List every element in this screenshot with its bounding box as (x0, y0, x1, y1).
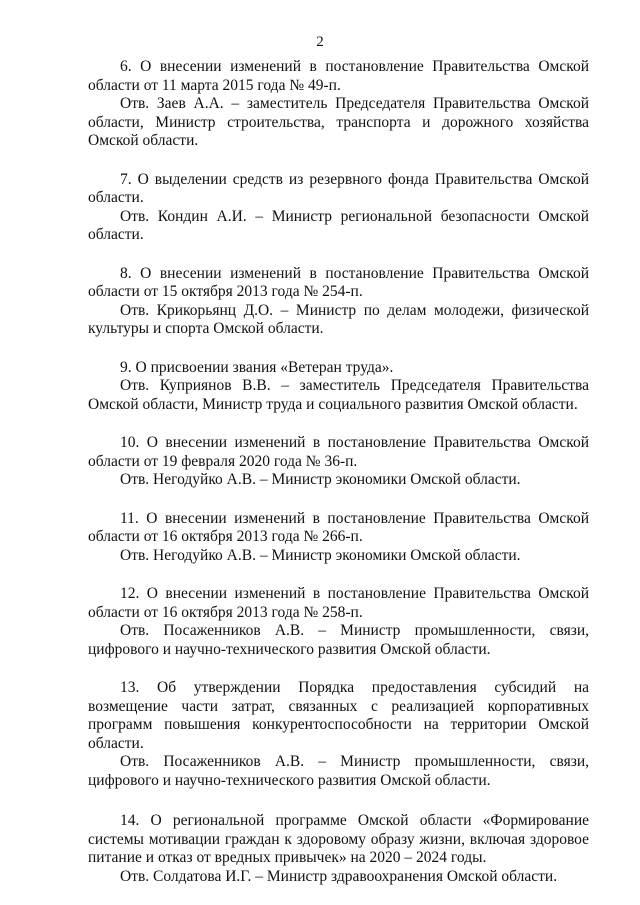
agenda-item-10 (88, 434, 589, 490)
agenda-item-title: 9. О присвоении звания «Ветеран труда». (120, 358, 394, 376)
agenda-item-title: 11. О внесении изменений в постановление Правительства Омской области от 16 октября 2013 года № 266-п. (88, 509, 589, 545)
agenda-item-title: 7. О выделении средств из резервного фонда Правительства Омской области. (88, 170, 589, 206)
agenda-item-responsible: Отв. Крикорьянц Д.О. – Министр по делам молодежи, физической культуры и спорта Омской области. (88, 301, 589, 337)
agenda-item-responsible: Отв. Негодуйко А.В. – Министр экономики Омской области. (120, 546, 521, 564)
agenda-list (88, 58, 589, 904)
agenda-item-responsible: Отв. Кондин А.И. – Министр региональной безопасности Омской области. (88, 207, 589, 243)
agenda-item-13 (88, 679, 589, 790)
agenda-item-responsible: Отв. Солдатова И.Г. – Министр здравоохранения Омской области. (120, 867, 558, 885)
agenda-item-12 (88, 585, 589, 659)
page-number: 2 (316, 34, 324, 50)
agenda-item-6 (88, 58, 589, 151)
agenda-item-responsible: Отв. Негодуйко А.В. – Министр экономики Омской области. (120, 471, 521, 488)
agenda-item-7 (88, 171, 589, 245)
agenda-item-title: 10. О внесении изменений в постановление Правительства Омской области от 19 февраля 2020 года № 36-п. (88, 434, 589, 470)
agenda-item-responsible: Отв. Посаженников А.В. – Министр промышленности, связи, цифрового и научно-технического развития Омской области. (88, 753, 589, 789)
agenda-item-title: 6. О внесении изменений в постановление Правительства Омской области от 11 марта 2015 года № 49-п. (88, 58, 589, 94)
agenda-item-11 (88, 510, 589, 566)
agenda-item-title: 8. О внесении изменений в постановление Правительства Омской области от 15 октября 2013 года № 254-п. (88, 264, 589, 300)
agenda-item-14 (88, 812, 589, 886)
agenda-item-8 (88, 265, 589, 339)
agenda-item-responsible: Отв. Куприянов В.В. – заместитель Председателя Правительства Омской области, Министр труда и социального развития Омской области. (88, 377, 589, 413)
agenda-item-title: 14. О региональной программе Омской области «Формирование системы мотивации граждан к здоровому образу жизни, включая здоровое питание и отказ от вредных привычек» на 2020 – 2024 годы. (88, 812, 589, 866)
agenda-item-9 (88, 359, 589, 415)
agenda-item-title: 13. Об утверждении Порядка предоставления субсидий на возмещение части затрат, связанных с реализацией корпоративных программ повышения конкурентоспособности на территории Омской области. (88, 679, 589, 752)
agenda-item-responsible: Отв. Заев А.А. – заместитель Председателя Правительства Омской области, Министр строительства, транспорта и дорожного хозяйства Омской области. (88, 95, 589, 149)
agenda-item-title: 12. О внесении изменений в постановление Правительства Омской области от 16 октября 2013 года № 258-п. (88, 585, 589, 621)
agenda-item-responsible: Отв. Посаженников А.В. – Министр промышленности, связи, цифрового и научно-технического развития Омской области. (88, 622, 589, 658)
